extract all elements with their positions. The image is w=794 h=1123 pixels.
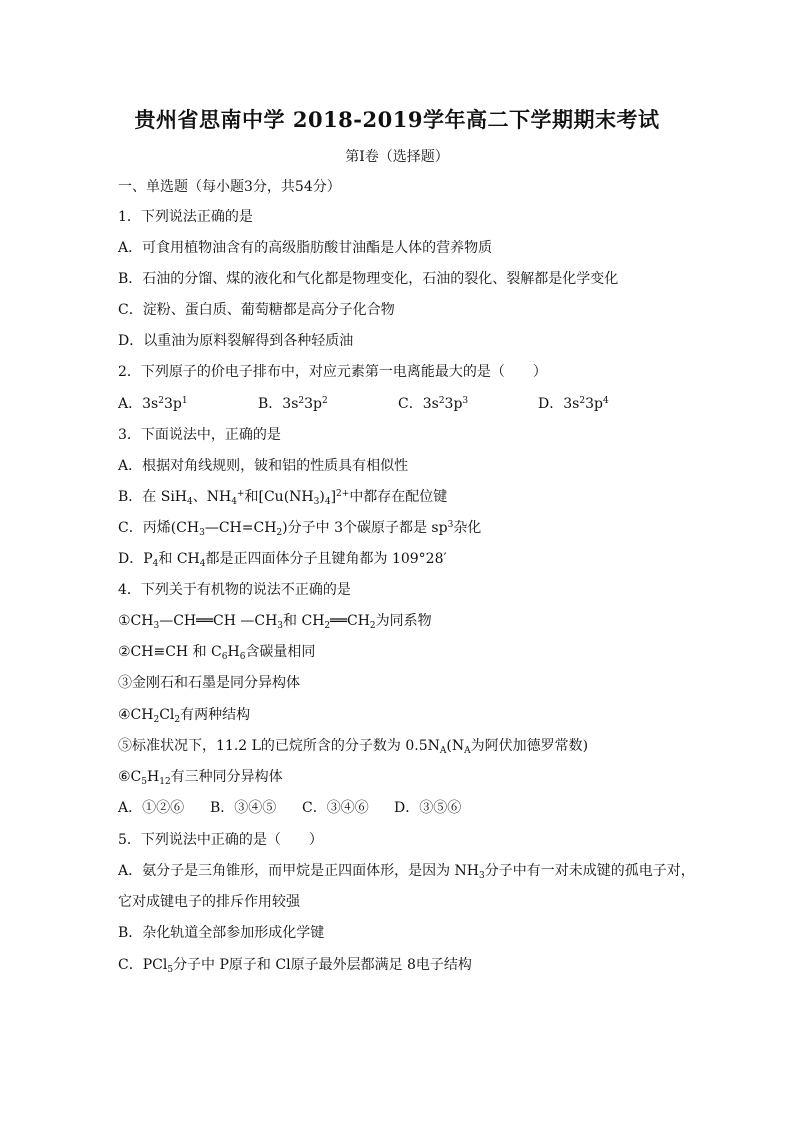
question-4-statement-6: $⑥C_5H_{12}$有三种同分异构体 bbox=[118, 769, 283, 787]
question-3-stem: 3．下面说法中，正确的是 bbox=[118, 427, 281, 443]
question-4-statement-4: $④CH_2Cl_2$有两种结构 bbox=[118, 707, 251, 725]
question-2-options bbox=[118, 395, 609, 413]
question-4-stem: 4．下列关于有机物的说法不正确的是 bbox=[118, 582, 351, 598]
question-3-option-d: D．$P_4$和 $CH_4$都是正四面体分子且键角都为 109°28′ bbox=[118, 551, 447, 569]
question-2-option-a: A．$3s^23p^1$ bbox=[118, 396, 188, 412]
question-4-option-b: B．③④⑤ bbox=[210, 800, 277, 816]
question-1-stem: 1．下列说法正确的是 bbox=[118, 209, 253, 225]
question-3-option-a: A．根据对角线规则，铍和铝的性质具有相似性 bbox=[118, 458, 409, 474]
question-5-option-c: C．PCl$_5$分子中 P原子和 Cl原子最外层都满足 8电子结构 bbox=[118, 957, 472, 975]
question-4-option-d: D．③⑤⑥ bbox=[394, 800, 462, 816]
page-subtitle: 第I卷（选择题） bbox=[345, 149, 449, 165]
question-4-statement-3: ③金刚石和石墨是同分异构体 bbox=[118, 675, 300, 691]
question-2-stem: 2．下列原子的价电子排布中，对应元素第一电离能最大的是（ ） bbox=[118, 364, 547, 380]
question-3-option-c: C．丙烯$(CH_3—CH=CH_2)$分子中 3个碳原子都是 $sp^3$杂化 bbox=[118, 520, 482, 538]
question-4-option-c: C．③④⑥ bbox=[302, 800, 369, 816]
question-1-option-c: C．淀粉、蛋白质、葡萄糖都是高分子化合物 bbox=[118, 302, 395, 318]
question-4-statement-5: ⑤标准状况下，11.2 L的已烷所含的分子数为 $0.5N_A(N_A$为阿伏加德罗常数) bbox=[118, 738, 589, 756]
question-2-option-d: D．$3s^23p^4$ bbox=[538, 396, 609, 412]
question-1-option-a: A．可食用植物油含有的高级脂肪酸甘油酯是人体的营养物质 bbox=[118, 240, 493, 256]
question-4-statement-1: $①CH_3—CH══CH$ $—CH_3$和 $CH_2══CH_2$为同系物 bbox=[118, 613, 432, 631]
question-4-options bbox=[118, 799, 461, 817]
page-title: 贵州省思南中学 2018-2019学年高二下学期期末考试 bbox=[134, 107, 660, 132]
question-5-option-a-line-1: A．氨分子是三角锥形，而甲烷是正四面体形，是因为 $NH_3$分子中有一对未成键的孤电子对， bbox=[118, 863, 695, 881]
question-5-stem: 5．下列说法中正确的是（ ） bbox=[118, 832, 323, 848]
question-2-option-b: B．$3s^23p^2$ bbox=[258, 396, 328, 412]
question-5-option-a-line-2: 它对成键电子的排斥作用较强 bbox=[118, 894, 300, 910]
question-4-option-a: A．①②⑥ bbox=[118, 800, 185, 816]
question-1-option-d: D．以重油为原料裂解得到各种轻质油 bbox=[118, 333, 354, 349]
question-1-option-b: B．石油的分馏、煤的液化和气化都是物理变化，石油的裂化、裂解都是化学变化 bbox=[118, 271, 619, 287]
question-3-option-b: B．在 SiH$_4$、$NH_4^+$和$[Cu(NH_3)_4]^{2+}$中都存在配位键 bbox=[118, 489, 448, 507]
question-2-option-c: C．$3s^23p^3$ bbox=[398, 396, 469, 412]
section-heading: 一、单选题（每小题3分，共54分） bbox=[118, 179, 341, 195]
question-5-option-b: B．杂化轨道全部参加形成化学键 bbox=[118, 925, 325, 941]
question-4-statement-2: ②CH≡CH 和 $C_6H_6$含碳量相同 bbox=[118, 644, 316, 662]
